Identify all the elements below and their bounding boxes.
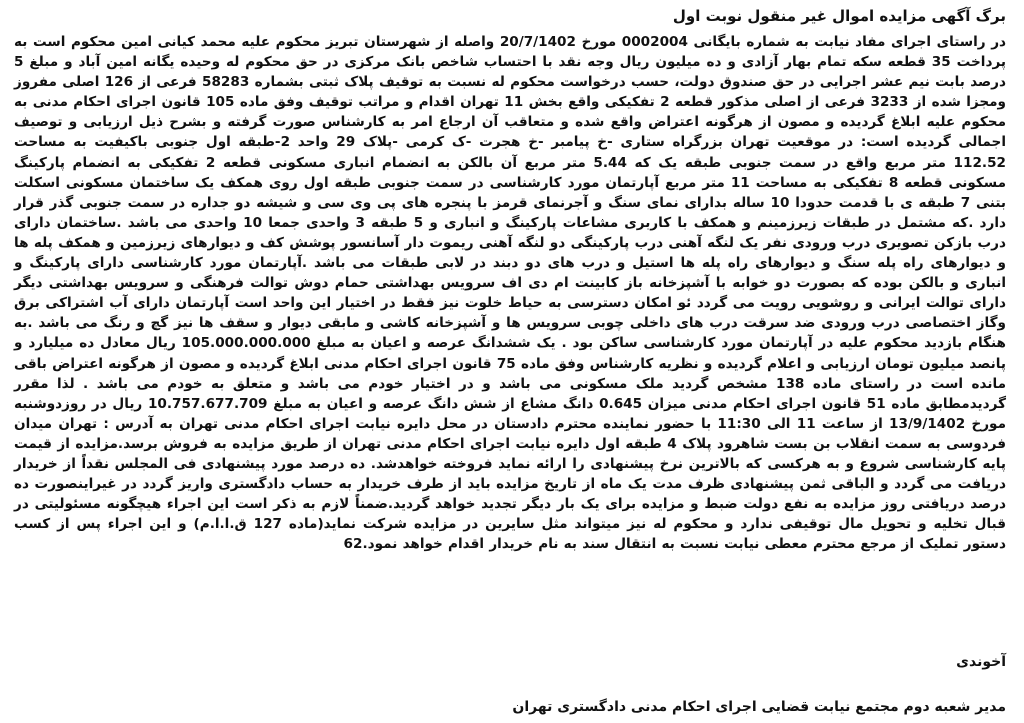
notice-title: برگ آگهی مزایده اموال غیر منقول نوبت اول [672, 7, 1006, 25]
signer-title: مدیر شعبه دوم مجتمع نیابت قضایی اجرای احکام مدنی دادگستری تهران [512, 699, 1006, 715]
notice-body: در راستای اجرای مفاد نیابت به شماره بایگانی 0002004 مورخ 20/7/1402 واصله از شهرستان تبریز محکوم علیه محمد کیانی امین محکوم است به پرداخت 35 قطعه سکه تمام بهار آزادی و ده میلیون ریال وجه نقد با احتساب شاخص بانک مرکزی در حق محکوم له وحیده یگانه امین آباد و مبلغ 5 درصد بابت نیم عشر اجرایی در حق صندوق دولت، حسب درخواست محکوم له نسبت به توقیف پلاک ثبتی بشماره 58283 فرعی از 126 اصلی مفروز ومجزا شده از 3233 فرعی از اصلی مذکور قطعه 2 تفکیکی واقع بخش 11 تهران اقدام و مراتب توقیف وفق ماده 105 قانون اجرای احکام مدنی به محکوم علیه ابلاغ گردیده و مصون از هرگونه اعتراض واقع شده و متعاقب آن ارجاع امر به کارشناس صورت گرفته و بشرح ذیل ارزیابی و توصیف اجمالی گردیده است: در موقعیت تهران بزرگراه ستاری -خ پیامبر -خ هجرت -ک کرمی -پلاک 29 واحد 2-طبقه اول جنوبی باکیفیت به مساحت 112.52 متر مربع واقع در سمت جنوبی طبقه یک که 5.44 متر مربع آن بالکن به انضمام انباری مسکونی قطعه 2 تفکیکی به انضمام پارکینگ مسکونی قطعه 8 تفکیکی به مساحت 11 متر مربع آپارتمان مورد کارشناسی در سمت جنوبی طبقه اول روی همکف یک ساختمان مسکونی اسکلت بتنی 7 طبقه ی با قدمت حدودا 10 ساله بدارای نمای سنگ و آجرنمای قرمز با پنجره های پی وی سی و شیشه دو جداره در سمت جنوبی گذر قرار دارد .که مشتمل در طبقات زیرزمینم و همکف با کاربری مشاعات پارکینگ و انباری و 5 طبقه 3 واحدی جمعا 10 واحدی می باشد .ساختمان دارای درب بازکن تصویری درب ورودی نفر یک لنگه آهنی درب پارکینگی دو لنگه آهنی ریموت دار آسانسور پوشش کف و دیوارهای زیرزمین و همکف پله ها و دیوارهای راه پله سنگ و دیوارهای راه پله ها استیل و درب های دو دبند در لابی طبقات می باشد .آپارتمان مورد کارشناسی دارای پارکینگ و انباری و بالکن بوده که بصورت دو خوابه با آشپزخانه باز کابینت ام دی اف سرویس بهداشتی حمام دوش توالت فرهنگی و سرویس بهداشتی دیگر دارای توالت ایرانی و روشویی رویت می گردد ئو امکان دسترسی به حیاط خلوت نیز فقط در اختیار این واحد است آپارتمان دارای آب اشتراکی برق وگاز اختصاصی درب ورودی ضد سرقت درب های داخلی چوبی سرویس ها و آشپزخانه کاشی و مابقی دیوار و سقف ها نیز گچ و رنگ می باشد .به هنگام بازدید محکوم علیه در آپارتمان مورد کارشناسی ساکن بود . یک ششدانگ عرصه و اعیان به مبلغ 105.000.000.000 ریال معادل ده میلیارد و پانصد میلیون تومان ارزیابی و اعلام گردیده و نظریه کارشناس وفق ماده 75 قانون اجرای احکام مدنی ابلاغ گردیده و مصون از هرگونه اعتراض باقی مانده است در راستای ماده 138 مشخص گردید ملک مسکونی می باشد و در اختیار خودم می باشد و متعلق به خودم می باشد . لذا مقرر گردیدمطابق ماده 51 قانون اجرای احکام مدنی میزان 0.645 دانگ مشاع از شش دانگ عرصه و اعیان به مبلغ 10.757.677.709 ریال در روزدوشنبه مورخ 13/9/1402 از ساعت 11 الی 11:30 با حضور نماینده محترم دادستان در محل دایره نیابت اجرای احکام مدنی تهران به آدرس : تهران میدان فردوسی به سمت انقلاب بن بست شاهرود پلاک 4 طبقه اول دایره نیابت اجرای احکام مدنی تهران از طریق مزایده به فروش برسد.مزایده از قیمت پایه کارشناسی شروع و به هرکسی که بالاترین نرخ پیشنهادی را ارائه نماید فروخته خواهدشد. ده درصد مورد پیشنهادی فی المجلس نقداً از خریدار دریافت می گردد و الباقی ثمن پیشنهادی ظرف مدت یک ماه از تاریخ مزایده باید از طرف خریدار به حساب دادگستری واریز گردد در غیراینصورت ده درصد دریافتی روز مزایده به نفع دولت ضبط و مزایده برای یک بار دیگر تجدید خواهد گردید.ضمناً لازم به ذکر است این اجراء هیچگونه مسئولیتی در قبال تخلیه و تحویل مال توقیفی ندارد و محکوم له نیز میتواند مثل سایرین در مزایده شرکت نماید(ماده 127 ق.ا.ا.م) و این اجراء پس از کسب دستور تملیک از مرجع محترم معطی نیابت نسبت به انتقال سند به نام خریدار اقدام خواهد نمود.62 [14, 34, 1007, 553]
signer-name: آخوندی [956, 654, 1006, 670]
